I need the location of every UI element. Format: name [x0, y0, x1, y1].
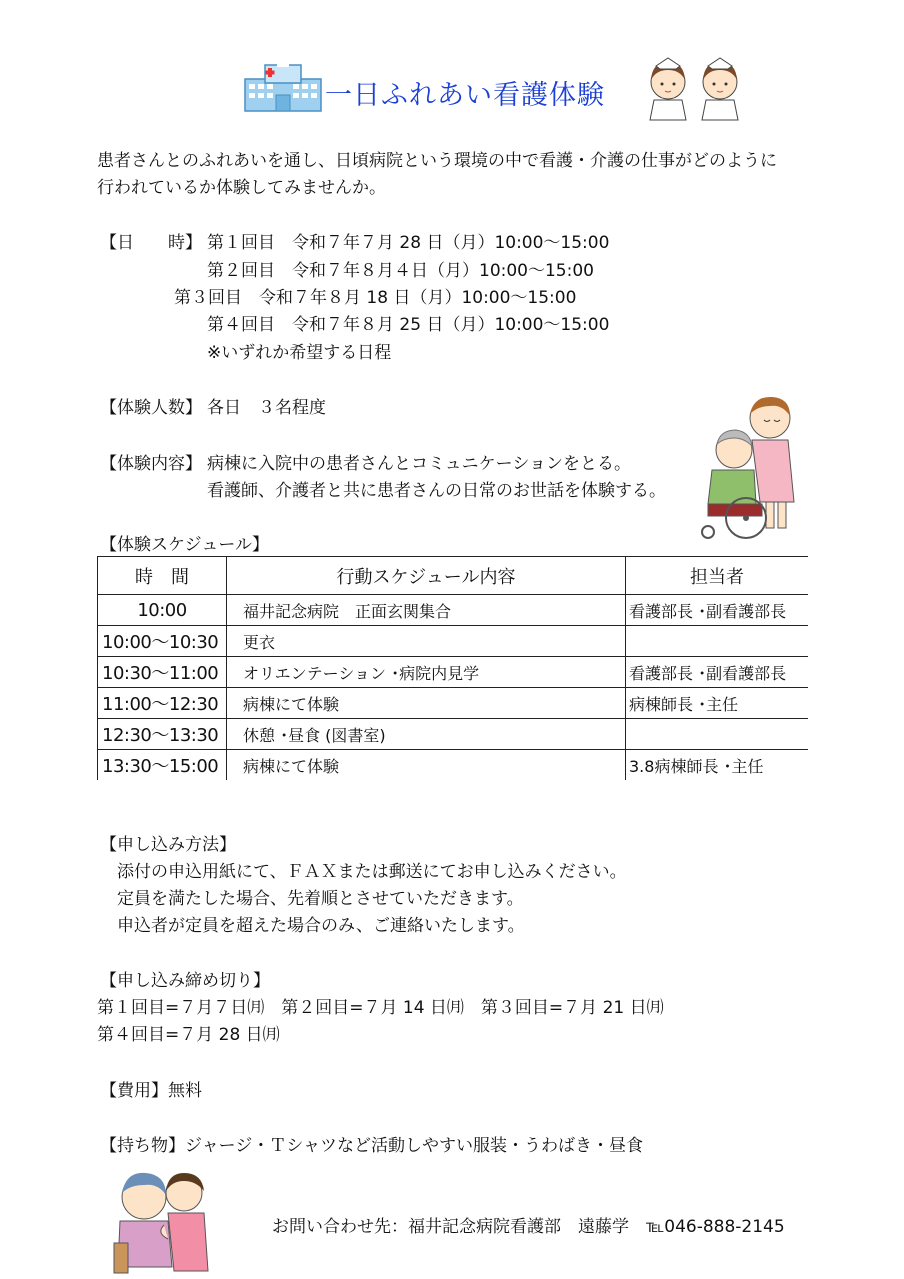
table-row: [98, 657, 809, 688]
bring-row: [100, 1135, 643, 1157]
application-line-3: 申込者が定員を超えた場合のみ、ご連絡いたします。: [117, 916, 525, 936]
row-activity: 休憩 ･昼食 (図書室): [227, 719, 626, 750]
header-staff: 担当者: [626, 557, 809, 595]
content-label: 【体験内容】: [100, 454, 202, 474]
capacity-value: 各日 ３名程度: [207, 398, 326, 418]
row-time: 10:00: [98, 595, 227, 626]
row-activity: 病棟にて体験: [227, 688, 626, 719]
deadline-line-2: 第４回目=７月 28 日㈪: [97, 1025, 280, 1045]
fee-label: 【費用】: [100, 1081, 168, 1101]
row-time: 13:30～15:00: [98, 750, 227, 781]
application-label: 【申し込み方法】: [100, 835, 236, 855]
table-row: [98, 626, 809, 657]
row-time: 10:30～11:00: [98, 657, 227, 688]
table-row: [98, 595, 809, 626]
fee-row: [100, 1080, 202, 1102]
row-activity: オリエンテーション ･病院内見学: [227, 657, 626, 688]
bring-value: ジャージ・Ｔシャツなど活動しやすい服装・うわばき・昼食: [185, 1136, 643, 1156]
date-item-2: 第２回目 令和７年８月４日（月）10:00～15:00: [207, 261, 594, 281]
date-item-3: 第３回目 令和７年８月 18 日（月）10:00～15:00: [174, 288, 577, 308]
row-activity: 更衣: [227, 626, 626, 657]
header-time: 時 間: [98, 557, 227, 595]
content-line-2: 看護師、介護者と共に患者さんの日常のお世話を体験する。: [207, 481, 666, 501]
table-row: [98, 719, 809, 750]
dates-note: ※いずれか希望する日程: [207, 343, 392, 363]
hospital-illustration: [243, 61, 323, 117]
date-item-1: 第１回目 令和７年７月 28 日（月）10:00～15:00: [207, 233, 610, 253]
nurses-illustration: [640, 56, 748, 126]
row-time: 10:00～10:30: [98, 626, 227, 657]
wheelchair-care-illustration: [690, 392, 812, 546]
contact-info: お問い合わせ先：福井記念病院看護部 遠藤学 ℡046-888-2145: [272, 1217, 785, 1237]
dates-label: 【日 時】: [100, 233, 202, 253]
capacity-label: 【体験人数】: [100, 398, 202, 418]
date-item-4: 第４回目 令和７年８月 25 日（月）10:00～15:00: [207, 315, 610, 335]
application-line-1: 添付の申込用紙にて、ＦＡＸまたは郵送にてお申し込みください。: [117, 862, 627, 882]
table-header-row: [98, 557, 809, 595]
row-staff: 看護部長 ･副看護部長: [626, 595, 809, 626]
row-staff: [626, 626, 809, 657]
application-line-2: 定員を満たした場合、先着順とさせていただきます。: [117, 889, 524, 909]
schedule-label: 【体験スケジュール】: [100, 535, 269, 555]
intro-line-2: 行われているか体験してみませんか。: [97, 178, 386, 198]
row-staff: [626, 719, 809, 750]
content-line-1: 病棟に入院中の患者さんとコミュニケーションをとる。: [207, 454, 631, 474]
deadline-line-1: 第１回目=７月７日㈪ 第２回目=７月 14 日㈪ 第３回目=７月 21 日㈪: [97, 998, 664, 1018]
table-row: [98, 688, 809, 719]
caregiver-hug-illustration: [108, 1163, 220, 1279]
row-time: 12:30～13:30: [98, 719, 227, 750]
page-title: 一日ふれあい看護体験: [325, 80, 605, 111]
row-staff: 病棟師長 ･主任: [626, 688, 809, 719]
header-activity: 行動スケジュール内容: [227, 557, 626, 595]
row-time: 11:00～12:30: [98, 688, 227, 719]
bring-label: 【持ち物】: [100, 1136, 185, 1156]
row-activity: 福井記念病院 正面玄関集合: [227, 595, 626, 626]
schedule-table: [97, 556, 808, 780]
fee-value: 無料: [168, 1081, 202, 1101]
intro-line-1: 患者さんとのふれあいを通し、日頃病院という環境の中で看護・介護の仕事がどのように: [97, 151, 777, 171]
row-activity: 病棟にて体験: [227, 750, 626, 781]
table-row: [98, 750, 809, 781]
deadline-label: 【申し込み締め切り】: [100, 971, 270, 991]
row-staff: 3.8病棟師長 ･主任: [626, 750, 809, 781]
row-staff: 看護部長 ･副看護部長: [626, 657, 809, 688]
